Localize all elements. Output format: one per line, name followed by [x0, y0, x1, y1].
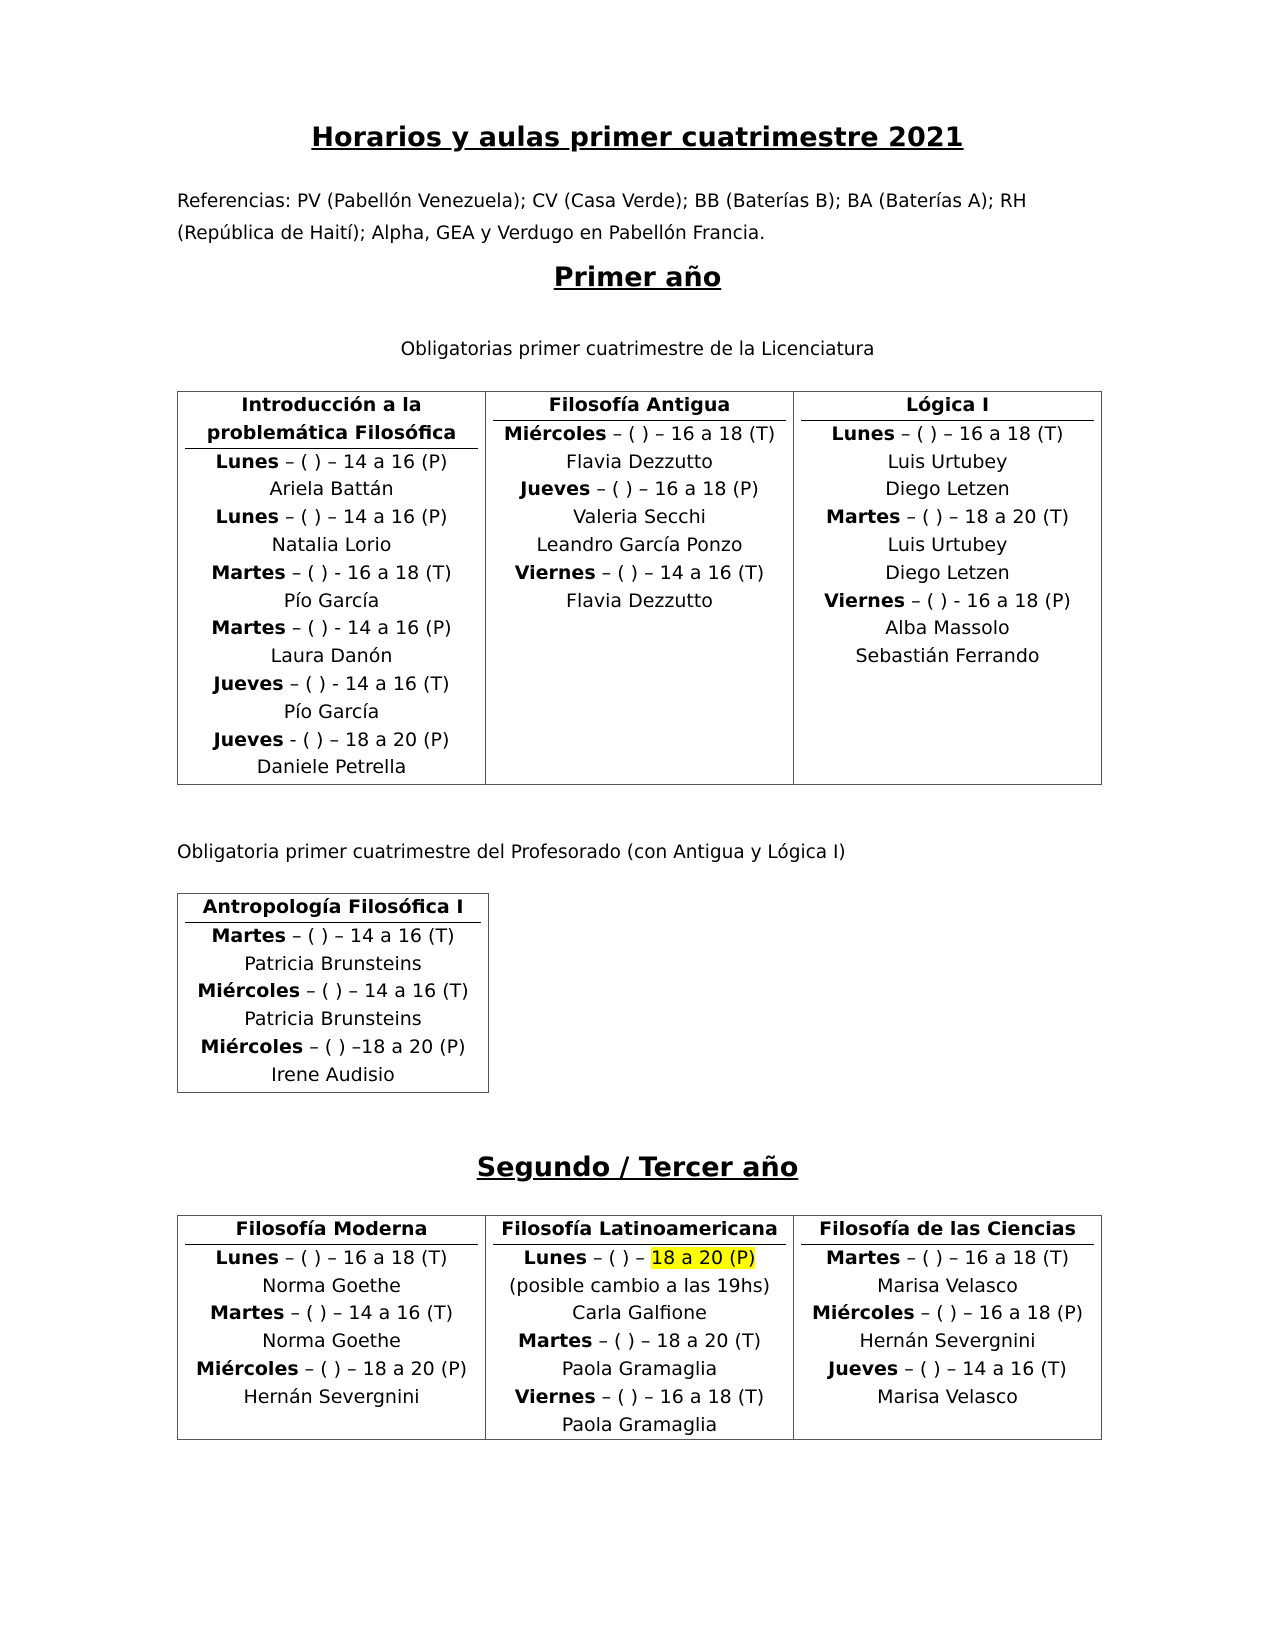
slot-day: Martes: [211, 617, 286, 640]
slot-time: – ( ) – 14 a 16 (T): [898, 1357, 1067, 1380]
slot-day: Martes: [211, 924, 286, 947]
slot-time: – ( ) – 18 a 20 (T): [900, 506, 1069, 529]
teacher-name: Natalia Lorio: [271, 533, 392, 556]
teacher-name: Diego Letzen: [885, 478, 1010, 501]
schedule-slot: [801, 1245, 1094, 1273]
page-title: Horarios y aulas primer cuatrimestre 2021: [311, 122, 964, 153]
schedule-slot: [801, 1300, 1094, 1328]
profesorado-table: [177, 893, 489, 1093]
teacher-name: Alba Massolo: [885, 617, 1010, 640]
teacher-name: Flavia Dezzutto: [566, 589, 713, 612]
teacher-name: Ariela Battán: [269, 478, 394, 501]
slot-day: Jueves: [213, 728, 284, 751]
teacher-name: Paola Gramaglia: [561, 1413, 718, 1436]
slot-day: Martes: [518, 1330, 593, 1353]
schedule-slot: [493, 560, 786, 588]
teacher-name: Carla Galfione: [572, 1302, 707, 1325]
teacher-name: Irene Audisio: [271, 1063, 395, 1086]
slot-day: Miércoles: [503, 422, 607, 445]
slot-day: Lunes: [215, 1246, 279, 1269]
schedule-slot: [185, 1034, 481, 1062]
slot-day: Martes: [826, 506, 901, 529]
schedule-slot: [493, 1384, 786, 1412]
slot-time: – ( ) –: [586, 1246, 651, 1269]
slot-day: Martes: [210, 1302, 285, 1325]
slot-day: Viernes: [824, 589, 906, 612]
slot-time: – ( ) – 14 a 16 (T): [285, 924, 455, 947]
course-cell: [794, 1216, 1102, 1440]
slot-day: Jueves: [520, 478, 591, 501]
course-title: Introducción a la problemática Filosófica: [185, 392, 478, 449]
teacher-name: Patricia Brunsteins: [244, 1008, 422, 1031]
schedule-slot: [185, 449, 478, 477]
licenciatura-subtitle: Obligatorias primer cuatrimestre de la Licenciatura: [400, 339, 875, 360]
teacher-name: Diego Letzen: [885, 561, 1010, 584]
course-title: Filosofía Latinoamericana: [493, 1216, 786, 1245]
slot-day: Jueves: [828, 1357, 899, 1380]
course-cell: [794, 392, 1102, 785]
slot-time: – ( ) – 16 a 18 (T): [900, 1246, 1069, 1269]
course-cell: [178, 1216, 486, 1440]
schedule-slot: [185, 671, 478, 699]
slot-time: – ( ) – 14 a 16 (P): [278, 506, 448, 529]
teacher-name: Pío García: [283, 700, 380, 723]
slot-day: Viernes: [514, 561, 596, 584]
schedule-slot: [801, 504, 1094, 532]
slot-day: Miércoles: [195, 1357, 299, 1380]
slot-time: – ( ) – 18 a 20 (T): [592, 1330, 761, 1353]
teacher-name: Flavia Dezzutto: [566, 450, 713, 473]
schedule-slot: [185, 615, 478, 643]
slot-time: – ( ) – 16 a 18 (T): [278, 1246, 448, 1269]
schedule-slot: [801, 1356, 1094, 1384]
teacher-name: Hernán Severgnini: [859, 1330, 1036, 1353]
slot-time: – ( ) - 16 a 18 (T): [285, 561, 452, 584]
slot-time: – ( ) – 16 a 18 (T): [894, 422, 1064, 445]
teacher-name: Patricia Brunsteins: [244, 952, 422, 975]
course-cell: [178, 894, 489, 1093]
slot-time: - ( ) – 18 a 20 (P): [283, 728, 450, 751]
teacher-name: Marisa Velasco: [877, 1385, 1018, 1408]
schedule-slot: [185, 923, 481, 951]
slot-time: – ( ) – 16 a 18 (T): [606, 422, 776, 445]
teacher-name: Leandro García Ponzo: [536, 533, 743, 556]
slot-day: Miércoles: [197, 980, 301, 1003]
slot-day: Miércoles: [811, 1302, 915, 1325]
course-title: Antropología Filosófica I: [185, 894, 481, 923]
course-cell: [486, 1216, 794, 1440]
slot-day: Jueves: [213, 672, 284, 695]
teacher-name: Laura Danón: [270, 645, 393, 668]
course-title: Filosofía Antigua: [493, 392, 786, 421]
teacher-name: Paola Gramaglia: [561, 1357, 718, 1380]
slot-day: Martes: [826, 1246, 901, 1269]
course-cell: [486, 392, 794, 785]
course-cell: [178, 392, 486, 785]
slot-note: (posible cambio a las 19hs): [508, 1274, 771, 1297]
slot-day: Lunes: [831, 422, 895, 445]
schedule-slot: [493, 476, 786, 504]
schedule-slot: [185, 978, 481, 1006]
schedule-slot: [185, 1300, 478, 1328]
slot-day: Lunes: [215, 506, 279, 529]
slot-time: – ( ) - 14 a 16 (P): [285, 617, 452, 640]
first-year-table: [177, 391, 1102, 785]
course-title: Lógica I: [801, 392, 1094, 421]
highlighted-time: 18 a 20 (P): [650, 1246, 756, 1269]
slot-time: – ( ) – 14 a 16 (T): [595, 561, 765, 584]
schedule-slot: [801, 588, 1094, 616]
schedule-slot: [185, 727, 478, 755]
slot-time: – ( ) – 14 a 16 (P): [278, 450, 448, 473]
course-title: Filosofía Moderna: [185, 1216, 478, 1245]
schedule-slot: [185, 1356, 478, 1384]
teacher-name: Valeria Secchi: [573, 506, 706, 529]
teacher-name: Sebastián Ferrando: [855, 645, 1040, 668]
references-text: Referencias: PV (Pabellón Venezuela); CV (Casa Verde); BB (Baterías B); BA (Baterías A); RH (República de Haití); Alpha, GEA y Verdugo en Pabellón Francia.: [177, 191, 1027, 244]
schedule-slot: [493, 421, 786, 449]
teacher-name: Luis Urtubey: [887, 533, 1008, 556]
slot-time: – ( ) – 14 a 16 (T): [284, 1302, 453, 1325]
slot-time: – ( ) – 18 a 20 (P): [298, 1357, 468, 1380]
first-year-heading: Primer año: [553, 262, 722, 293]
teacher-name: Luis Urtubey: [887, 450, 1008, 473]
profesorado-subtitle: Obligatoria primer cuatrimestre del Profesorado (con Antigua y Lógica I): [177, 842, 846, 863]
slot-day: Viernes: [514, 1385, 596, 1408]
schedule-slot: [185, 504, 478, 532]
slot-day: Lunes: [523, 1246, 587, 1269]
teacher-name: Norma Goethe: [262, 1330, 401, 1353]
slot-time: – ( ) - 16 a 18 (P): [905, 589, 1071, 612]
slot-day: Martes: [211, 561, 286, 584]
slot-time: – ( ) - 14 a 16 (T): [283, 672, 450, 695]
teacher-name: Marisa Velasco: [877, 1274, 1018, 1297]
teacher-name: Pío García: [283, 589, 380, 612]
teacher-name: Hernán Severgnini: [243, 1385, 420, 1408]
slot-time: – ( ) –18 a 20 (P): [303, 1035, 466, 1058]
slot-day: Miércoles: [200, 1035, 304, 1058]
schedule-slot: [493, 1328, 786, 1356]
second-third-year-table: [177, 1215, 1102, 1440]
slot-time: – ( ) – 16 a 18 (T): [595, 1385, 765, 1408]
slot-time: – ( ) – 16 a 18 (P): [914, 1302, 1084, 1325]
course-title: Filosofía de las Ciencias: [801, 1216, 1094, 1245]
schedule-slot: [801, 421, 1094, 449]
schedule-slot: [185, 560, 478, 588]
schedule-slot: [185, 1245, 478, 1273]
slot-day: Lunes: [215, 450, 279, 473]
teacher-name: Norma Goethe: [262, 1274, 401, 1297]
slot-time: – ( ) – 16 a 18 (P): [590, 478, 759, 501]
second-third-year-heading: Segundo / Tercer año: [476, 1152, 799, 1183]
teacher-name: Daniele Petrella: [256, 756, 407, 779]
schedule-slot: [493, 1245, 786, 1273]
slot-time: – ( ) – 14 a 16 (T): [300, 980, 469, 1003]
